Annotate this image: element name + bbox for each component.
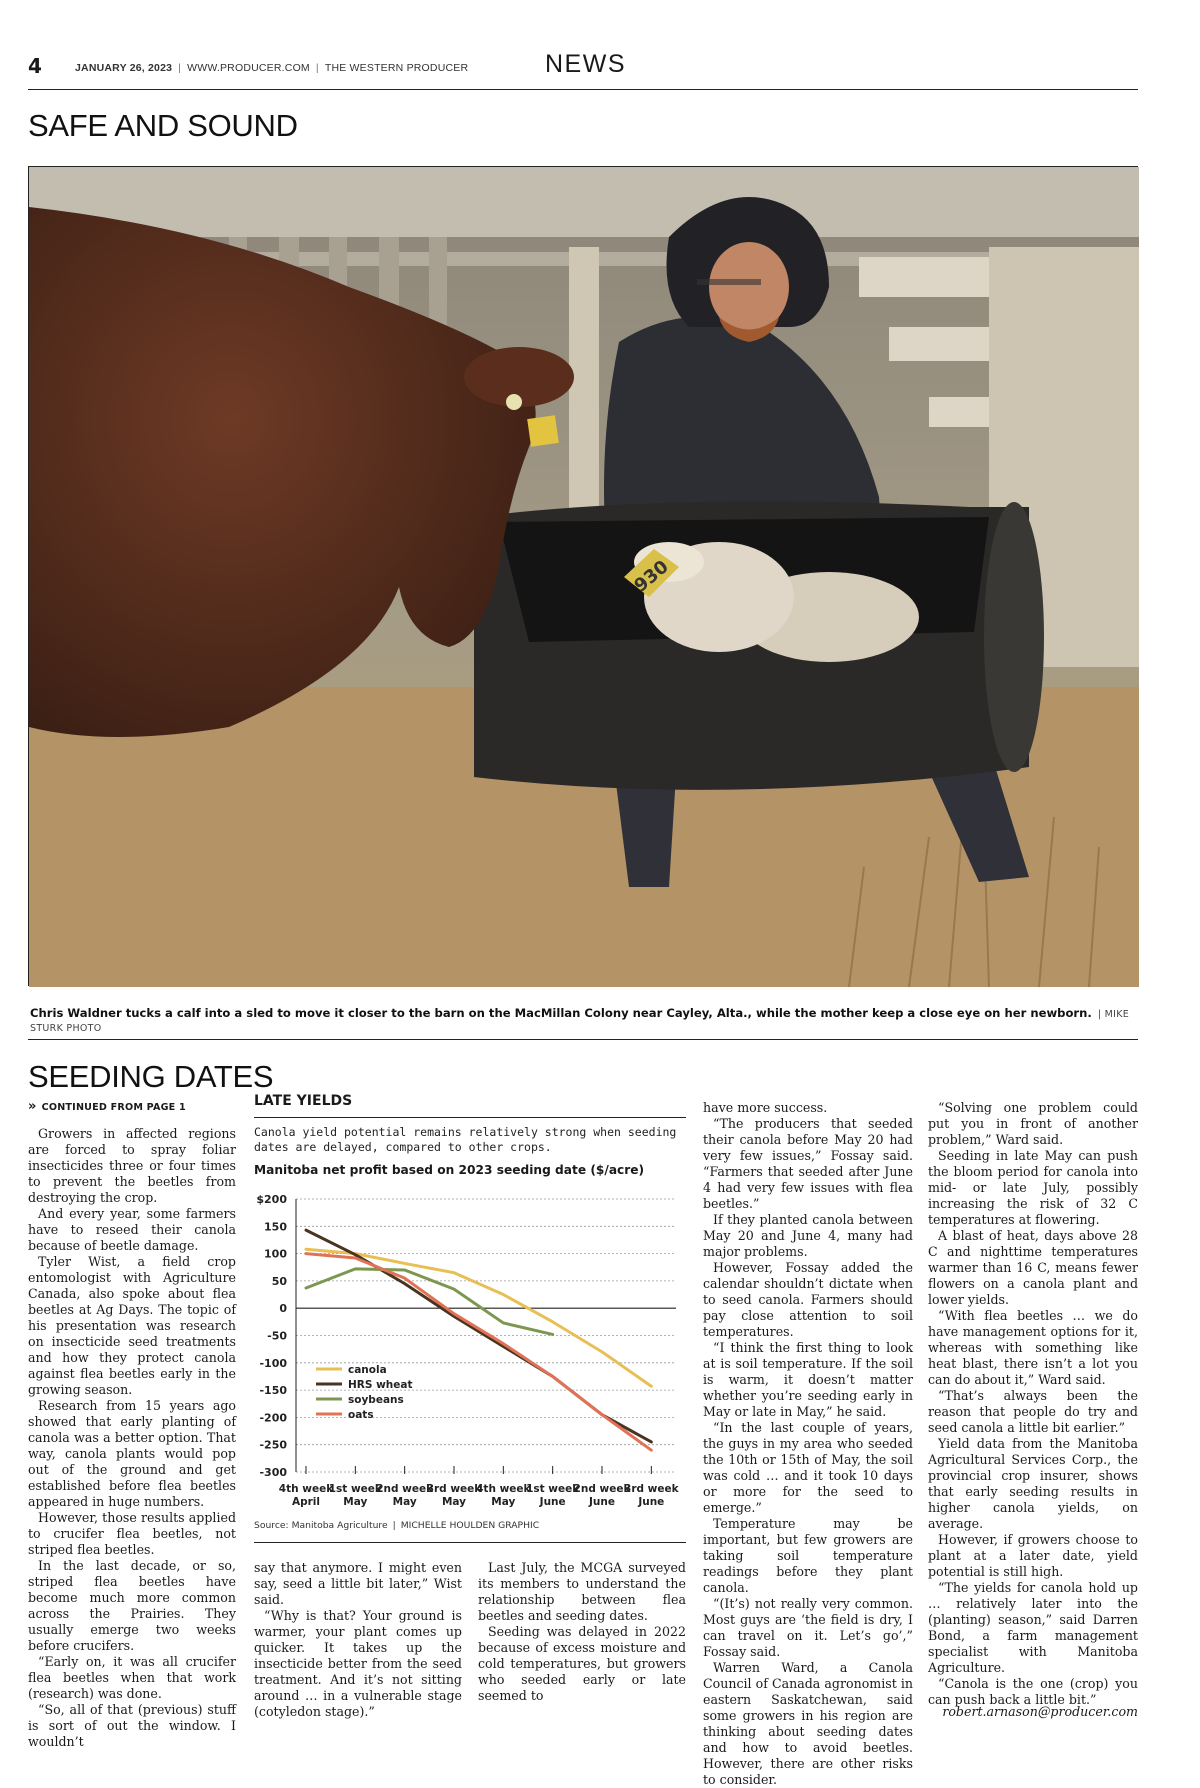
x-tick-label: 4th week: [278, 1483, 334, 1495]
author-email[interactable]: robert.arnason@producer.com: [942, 1704, 1138, 1719]
paragraph: “Early on, it was all crucifer flea beetles when that work (research) was done.: [28, 1654, 236, 1701]
issue-date: JANUARY 26, 2023: [75, 62, 173, 74]
legend-label: soybeans: [348, 1394, 404, 1406]
chart-title: Manitoba net profit based on 2023 seeding date ($/acre): [254, 1163, 645, 1177]
article-headline: SEEDING DATES: [28, 1059, 274, 1094]
paragraph: However, if growers choose to plant at a later date, yield potential is still high.: [928, 1532, 1138, 1579]
photo-headline: SAFE AND SOUND: [28, 108, 298, 143]
paragraph: Seeding in late May can push the bloom period for canola into mid- or late July, possibly increasing the risk of 32 C temperatures at flowering.: [928, 1148, 1138, 1227]
y-tick-label: -150: [259, 1384, 287, 1398]
legend-label: HRS wheat: [348, 1379, 413, 1391]
legend-label: canola: [348, 1364, 387, 1376]
y-tick-label: 50: [271, 1274, 287, 1288]
paragraph: “The yields for canola hold up … relatively later into the (planting) season,” said Darren Bond, a farm management specialist with Manitoba Agriculture.: [928, 1580, 1138, 1675]
paragraph: “(It’s) not really very common. Most guys are ‘the field is dry, I can travel on it. Let’s go’,” Fossay said.: [703, 1596, 913, 1659]
y-tick-label: 150: [264, 1220, 287, 1234]
y-tick-label: -250: [259, 1438, 287, 1452]
x-tick-label: 3rd week: [624, 1483, 679, 1495]
paragraph: “With flea beetles … we do have management options for it, whereas with something like heat blast, there isn’t a lot you can do about it,” Ward said.: [928, 1308, 1138, 1387]
x-tick-label: June: [589, 1496, 615, 1508]
paragraph: “In the last couple of years, the guys in my area who seeded the 10th or 15th of May, the soil was cold … and it took 10 days or more for the seed to emerge.”: [703, 1420, 913, 1515]
caption-text: Chris Waldner tucks a calf into a sled to move it closer to the barn on the MacMillan Colony near Cayley, Alta., while the mother keep a close eye on her newborn.: [30, 1006, 1092, 1020]
double-chevron-icon: »: [28, 1099, 37, 1114]
x-tick-label: May: [491, 1496, 516, 1508]
paragraph: Research from 15 years ago showed that early planting of canola was a better option. That way, canola plants would pop out of the ground and get established before flea beetles appeared in huge numbers.: [28, 1398, 236, 1509]
paragraph: “I think the first thing to look at is soil temperature. If the soil is warm, it doesn’t matter whether you’re seeding early in May or late in May,” he said.: [703, 1340, 913, 1419]
paragraph: “The producers that seeded their canola before May 20 had very few issues,” Fossay said. “Farmers that seeded after June 4 had very few issues with flea beetles.”: [703, 1116, 913, 1211]
section-name: NEWS: [545, 50, 626, 78]
x-tick-label: 2nd week: [376, 1483, 434, 1495]
x-tick-label: 2nd week: [573, 1483, 631, 1495]
paragraph: Growers in affected regions are forced to spray foliar insecticides three or four times to prevent the beetles from destroying the crop.: [28, 1126, 236, 1205]
graphic-credit: MICHELLE HOULDEN GRAPHIC: [400, 1520, 540, 1531]
paragraph: Yield data from the Manitoba Agricultural Services Corp., the provincial crop insurer, shows that early seeding results in higher canola yields, on average.: [928, 1436, 1138, 1531]
source-text: Source: Manitoba Agriculture: [254, 1520, 388, 1531]
paragraph: Warren Ward, a Canola Council of Canada agronomist in eastern Saskatchewan, said some growers in his region are thinking about seeding dates and how to avoid beetles. However, there are other risks to consider.: [703, 1660, 913, 1787]
y-tick-label: -100: [259, 1356, 287, 1370]
x-tick-label: May: [343, 1496, 368, 1508]
chart-description: Canola yield potential remains relatively strong when seeding dates are delayed, compared to other crops.: [254, 1125, 677, 1154]
x-tick-label: April: [291, 1496, 321, 1508]
paragraph: A blast of heat, days above 28 C and nighttime temperatures warmer than 16 C, means fewer flowers on a canola plant and lower yields.: [928, 1228, 1138, 1307]
x-tick-label: May: [392, 1496, 417, 1508]
chart-box-title: LATE YIELDS: [254, 1093, 353, 1109]
paragraph: If they planted canola between May 20 and June 4, many had major problems.: [703, 1212, 913, 1259]
paragraph: In the last decade, or so, striped flea beetles have become much more common across the Prairies. They usually emerge two weeks before crucifers.: [28, 1558, 236, 1653]
paragraph: “That’s always been the reason that people do try and seed canola a little bit earlier.”: [928, 1388, 1138, 1435]
x-tick-label: 3rd week: [426, 1483, 482, 1495]
paragraph: have more success.: [703, 1100, 828, 1115]
y-tick-label: -300: [259, 1466, 287, 1479]
header-meta: JANUARY 26, 2023 | WWW.PRODUCER.COM | THE WESTERN PRODUCER: [75, 62, 469, 74]
paragraph: However, those results applied to crucifer flea beetles, not striped flea beetles.: [28, 1510, 236, 1557]
photo-caption: Chris Waldner tucks a calf into a sled to move it closer to the barn on the MacMillan Colony near Cayley, Alta., while the mother keep a close eye on her newborn. | MIKE STURK PHOTO: [30, 1006, 1130, 1034]
paragraph: Tyler Wist, a field crop entomologist with Agriculture Canada, also spoke about flea beetles at Ag Days. The topic of his presentation was research on insecticide seed treatments and how they protect canola against flea beetles early in the growing season.: [28, 1254, 236, 1397]
x-tick-label: June: [638, 1496, 665, 1508]
paragraph: “Solving one problem could put you in front of another problem,” Ward said.: [928, 1100, 1138, 1147]
chart-source: Source: Manitoba Agriculture | MICHELLE HOULDEN GRAPHIC: [254, 1520, 540, 1531]
paragraph: “Why is that? Your ground is warmer, your plant comes up quicker. It takes up the insecticide better from the seed treatment. And it’s not sitting around … in a vulnerable stage (cotyledon stage).”: [254, 1608, 462, 1719]
x-tick-label: June: [539, 1496, 566, 1508]
calf-ear-tag: 930: [630, 556, 673, 597]
page-number: 4: [28, 54, 42, 78]
paragraph: Temperature may be important, but few growers are taking soil temperature readings before they plant canola.: [703, 1516, 913, 1595]
y-tick-label: -50: [267, 1329, 287, 1343]
legend-label: oats: [348, 1409, 374, 1421]
news-photo: [28, 166, 1138, 986]
y-tick-label: -200: [259, 1411, 287, 1425]
paragraph: say that anymore. I might even say, seed a little bit later,” Wist said.: [254, 1560, 462, 1607]
chart-bottom-rule: [254, 1542, 686, 1543]
paragraph: And every year, some farmers have to reseed their canola because of beetle damage.: [28, 1206, 236, 1253]
chart-title-rule: [254, 1117, 686, 1118]
x-tick-label: 4th week: [476, 1483, 531, 1495]
section-divider: [28, 1039, 1138, 1040]
article-column-4: [703, 1100, 913, 1788]
website-link[interactable]: WWW.PRODUCER.COM: [187, 62, 310, 74]
line-chart: [254, 1182, 686, 1512]
x-tick-label: May: [441, 1496, 467, 1508]
x-tick-label: 1st week: [526, 1483, 580, 1495]
paragraph: Seeding was delayed in 2022 because of excess moisture and cold temperatures, but growers who seeded early or late seemed to: [478, 1624, 686, 1703]
article-column-1: [28, 1099, 236, 1750]
article-column-2: [254, 1560, 462, 1720]
paragraph: However, Fossay added the calendar shouldn’t dictate when to seed canola. Farmers should pay close attention to soil temperatures.: [703, 1260, 913, 1339]
y-tick-label: 100: [264, 1247, 287, 1261]
y-tick-label: 0: [279, 1302, 287, 1316]
paragraph: “So, all of that (previous) stuff is sort of out the window. I wouldn’t: [28, 1702, 236, 1749]
photo-credit: MIKE STURK PHOTO: [30, 1009, 1130, 1034]
x-tick-label: 1st week: [328, 1483, 382, 1495]
header-rule: [28, 89, 1138, 90]
article-column-5: [928, 1100, 1138, 1708]
paragraph: “Canola is the one (crop) you can push back a little bit.”: [928, 1676, 1138, 1707]
paragraph: Last July, the MCGA surveyed its members to understand the relationship between flea beetles and seeding dates.: [478, 1560, 686, 1623]
publication-name: THE WESTERN PRODUCER: [324, 62, 469, 74]
y-tick-label: $200: [256, 1193, 287, 1206]
article-column-3: [478, 1560, 686, 1704]
continued-label: » CONTINUED FROM PAGE 1: [28, 1099, 186, 1114]
